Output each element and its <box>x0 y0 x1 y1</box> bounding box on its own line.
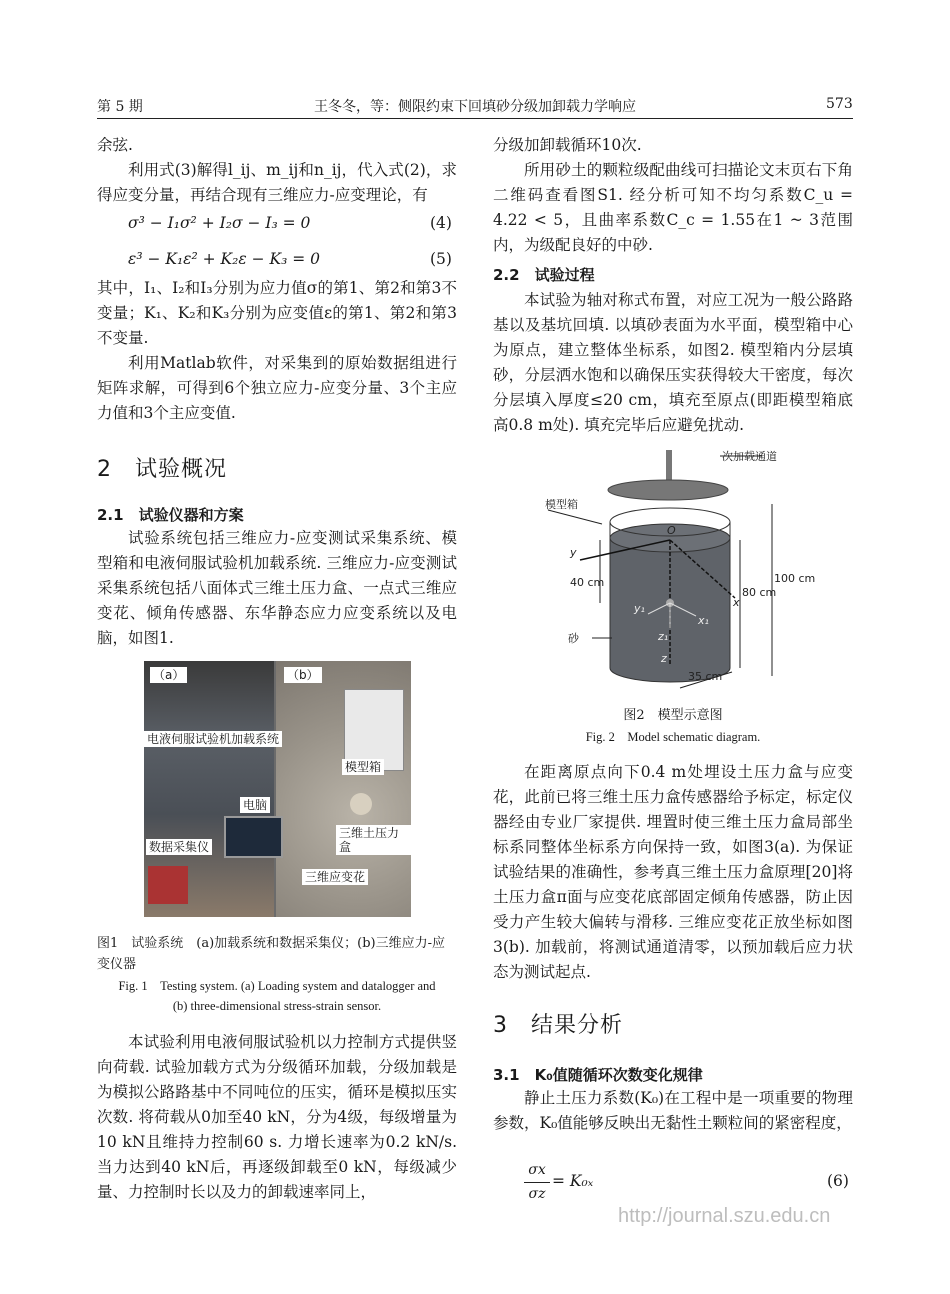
panel-label-b: （b） <box>284 667 322 683</box>
figure-1-photo <box>144 661 411 917</box>
figure-2-caption-cn: 图2 模型示意图 <box>623 708 723 723</box>
paragraph: 静止土压力系数(K₀)在工程中是一项重要的物理参数，K₀值能够反映出无黏性土颗粒间的紧密程度， <box>493 1089 853 1132</box>
label-origin: O <box>667 524 676 537</box>
label-model-box: 模型箱 <box>545 498 578 511</box>
label-80cm: 80 cm <box>742 586 777 599</box>
label-datalogger: 数据采集仪 <box>146 839 212 855</box>
label-sand: 砂 <box>568 632 579 645</box>
eq6-rhs: = K₀ₓ <box>552 1172 594 1190</box>
paragraph: 分级加卸载循环10次. <box>493 136 642 154</box>
paragraph: 余弦. <box>97 136 133 154</box>
figure-2-caption-en: Fig. 2 Model schematic diagram. <box>585 730 761 744</box>
label-loading-channel: 次加载通道 <box>722 450 777 463</box>
subsection-heading: 2.2 试验过程 <box>493 266 595 284</box>
equation-5: ε³ − K₁ε² + K₂ε − K₃ = 0 <box>128 250 320 268</box>
subsection-heading: 2.1 试验仪器和方案 <box>97 506 244 524</box>
label-loading-system: 电液伺服试验机加载系统 <box>144 731 282 747</box>
loading-plate <box>608 480 728 500</box>
panel-label-a: （a） <box>150 667 187 683</box>
label-x1: x₁ <box>698 614 709 627</box>
right-column-cont <box>493 760 853 985</box>
label-y1: y₁ <box>634 602 645 615</box>
paragraph: 利用Matlab软件，对采集到的原始数据组进行矩阵求解，可得到6个独立应力-应变分量、3个主应力值和3个主应变值. <box>97 354 457 422</box>
figure-1-caption-en-1: Fig. 1 Testing system. (a) Loading system and datalogger and <box>118 979 436 993</box>
paragraph: 本试验利用电液伺服试验机以力控制方式提供竖向荷载. 试验加载方式为分级循环加载，分级加载是为模拟公路路基中不同吨位的压实，循环是模拟压实次数. 将荷载从0加至40 kN，分为4级，每级增量为10 kN且维持力控制60 s. 力增长速率为0.2 kN/s. 当力达到40 kN后，再逐级卸载至0 kN，每级减少量、力控制时长以及力的卸载速率同上， <box>97 1033 457 1201</box>
label-y-axis: y <box>570 546 577 559</box>
pressure-cell-icon <box>350 793 372 815</box>
page-number: 573 <box>826 96 853 112</box>
label-z: z <box>661 652 667 665</box>
label-x-axis: x <box>733 596 740 609</box>
figure-1-caption-cn: 图1 试验系统 (a)加载系统和数据采集仪；(b)三维应力-应变仪器 <box>97 936 446 972</box>
label-35cm: 35 cm <box>688 670 723 683</box>
label-40cm: 40 cm <box>570 576 605 589</box>
right-column-cont <box>493 1086 853 1136</box>
label-pressure-cell: 三维土压力盒 <box>336 825 411 855</box>
paragraph: 所用砂土的颗粒级配曲线可扫描论文末页右下角二维码查看图S1. 经分析可知不均匀系数C_u = 4.22 < 5，且曲率系数C_c = 1.55在1 ~ 3范围内，为级配良好的中砂. <box>493 161 853 254</box>
left-column <box>97 133 457 208</box>
figure-2-diagram <box>540 448 840 698</box>
right-column <box>493 133 853 258</box>
running-title: 王冬冬，等：侧限约束下回填砂分级加卸载力学响应 <box>314 99 636 115</box>
paragraph: 本试验为轴对称式布置，对应工况为一般公路路基以及基坑回填. 以填砂表面为水平面，模型箱中心为原点，建立整体坐标系，如图2. 模型箱内分层填砂，分层洒水饱和以确保压实获得较大干密度，每次分层填入厚度≤20 cm，填充至原点(即距模型箱底高0.8 m处). 填充完毕后应避免扰动. <box>493 291 853 434</box>
eq6-numerator: σx <box>528 1162 546 1178</box>
right-column-cont <box>493 288 853 438</box>
label-computer: 电脑 <box>240 797 270 813</box>
laptop-icon <box>224 816 283 858</box>
left-column-cont <box>97 526 457 651</box>
equation-number: (4) <box>430 214 452 232</box>
paragraph: 在距离原点向下0.4 m处埋设土压力盒与应变花，此前已将三维土压力盒传感器给予标定，标定仪器经由专业厂家提供. 埋置时使三维土压力盒局部坐标系同整体坐标系方向保持一致，如图3(a). 为保证试验结果的准确性，参考真三维土压力盒原理[20]将土压力盒π面与应变花底部固定倾角传感器，防止因受力产生较大偏转与滑移. 三维应变花正放坐标如图3(b). 加载前，将测试通道清零，以预加载后应力状态为测试起点. <box>493 763 853 981</box>
eq6-denominator: σz <box>528 1186 546 1202</box>
subsection-heading: 3.1 K₀值随循环次数变化规律 <box>493 1066 703 1084</box>
equation-4: σ³ − I₁σ² + I₂σ − I₃ = 0 <box>128 214 311 232</box>
header-rule <box>97 118 853 119</box>
left-column-cont <box>97 276 457 426</box>
paragraph: 利用式(3)解得l_ij、m_ij和n_ij，代入式(2)，求得应变分量，再结合现有三维应力-应变理论，有 <box>97 161 457 204</box>
watermark-url: http://journal.szu.edu.cn <box>618 1205 831 1227</box>
equation-number: (5) <box>430 250 452 268</box>
figure-1-caption-en-2: (b) three-dimensional stress-strain sensor. <box>172 999 382 1013</box>
eq6-fraction-bar <box>524 1182 550 1183</box>
paragraph: 试验系统包括三维应力-应变测试采集系统、模型箱和电液伺服试验机加载系统. 三维应力-应变测试采集系统包括八面体式三维土压力盒、一点式三维应变花、倾角传感器、东华静态应力应变系统以及电脑，如图1. <box>97 529 457 647</box>
section-heading: 2 试验概况 <box>97 457 227 482</box>
label-strain-rosette: 三维应变花 <box>302 869 368 885</box>
paragraph: 其中，I₁、I₂和I₃分别为应力值σ的第1、第2和第3不变量；K₁、K₂和K₃分别为应变值ε的第1、第2和第3不变量. <box>97 279 457 347</box>
equation-number: (6) <box>827 1172 849 1190</box>
section-heading: 3 结果分析 <box>493 1013 623 1038</box>
datalogger-icon <box>148 866 188 904</box>
left-column-cont <box>97 1030 457 1205</box>
label-100cm: 100 cm <box>774 572 816 585</box>
label-z1: z₁ <box>658 630 669 643</box>
label-model-box: 模型箱 <box>342 759 384 775</box>
issue-number: 第 5 期 <box>97 99 143 115</box>
